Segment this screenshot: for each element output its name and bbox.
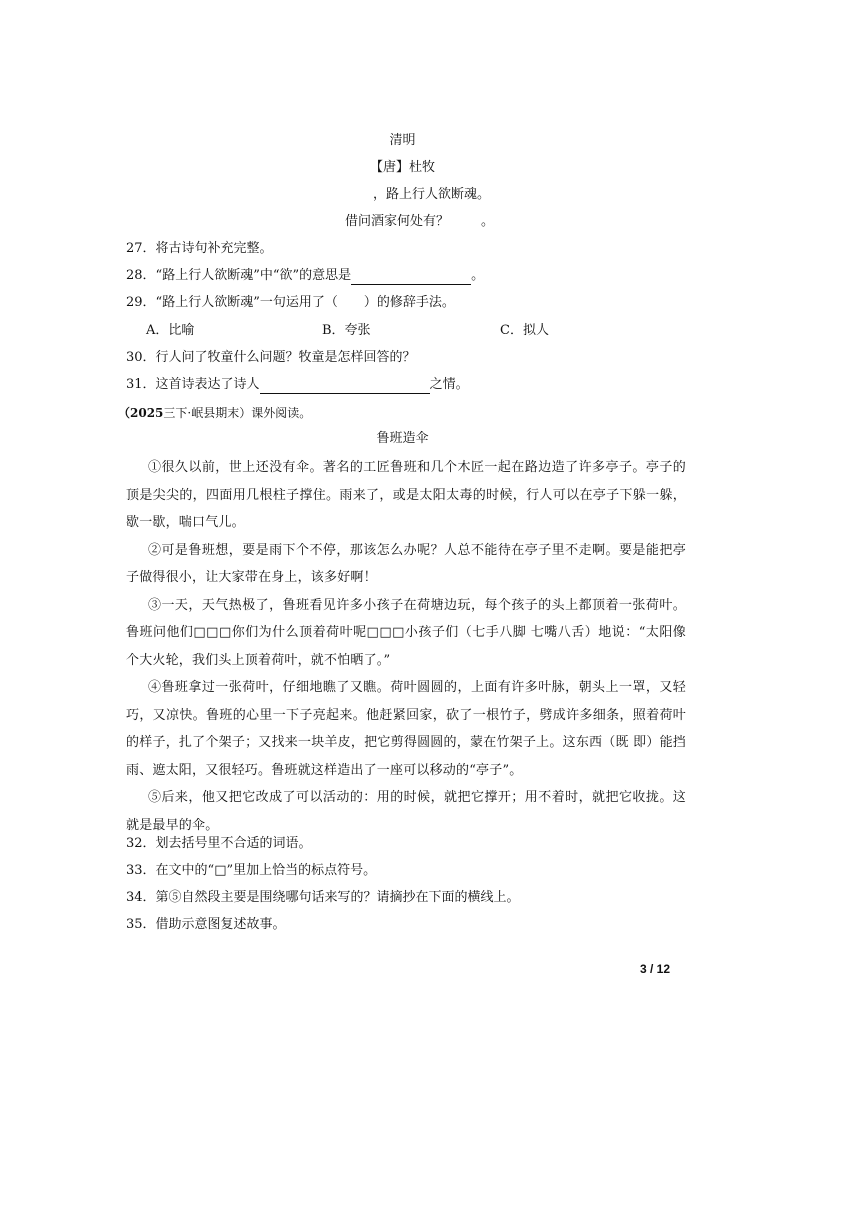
question-text: 借助示意图复述故事。 [155,917,286,932]
question-text: 这首诗表达了诗人 [155,377,260,392]
question-number: 29． [126,295,156,310]
story-paragraph-3: ③一天，天气热极了，鲁班看见许多小孩子在荷塘边玩，每个孩子的头上都顶着一张荷叶。鲁班问他们□□□你们为什么顶着荷叶呢□□□小孩子们（七手八脚 七嘴八舌）地说：“太阳像个大火轮，我们头上顶着荷叶，就不怕晒了。” [126,597,686,668]
option-c[interactable]: C．拟人 [500,323,549,338]
answer-blank[interactable] [351,270,471,285]
question-text: 在文中的“□”里加上恰当的标点符号。 [155,863,377,878]
story-paragraph-1: ①很久以前，世上还没有伞。著名的工匠鲁班和几个木匠一起在路边造了许多亭子。亭子的顶是尖尖的，四面用几根柱子撑住。雨来了，或是太阳太毒的时候，行人可以在亭子下躲一躲，歇一歇，喘口气儿。 [126,460,686,530]
question-number: 35． [126,917,156,932]
question-number: 30． [126,350,156,365]
question-text: 将古诗句补充完整。 [155,241,273,256]
question-text: 行人问了牧童什么问题？牧童是怎样回答的？ [155,350,416,365]
question-33 [126,862,376,880]
answer-blank[interactable] [260,379,430,394]
question-number: 31． [126,377,156,392]
question-number: 28． [126,268,156,283]
poem-title: 清明 [389,133,416,148]
question-number: 33． [126,863,156,878]
question-27 [126,240,273,258]
source-year: （2025 [118,406,164,420]
question-number: 32． [126,836,156,851]
question-35 [126,916,286,934]
story-paragraph-2: ②可是鲁班想，要是雨下个不停，那该怎么办呢？人总不能待在亭子里不走啊。要是能把亭子做得很小，让大家带在身上，该多好啊！ [126,542,686,585]
question-number: 34． [126,890,156,905]
question-34 [126,889,520,907]
question-text: “路上行人欲断魂”一句运用了（ ）的修辞手法。 [155,295,455,310]
question-text-end: 之情。 [429,377,469,392]
poem-dynasty: 【唐】 [369,160,409,175]
poem-line-1-text: ，路上行人欲断魂。 [373,187,491,202]
poem-line-1 [373,186,490,204]
poem-line-2-text: 借问酒家何处有？ [345,214,450,229]
page-number: 3 / 12 [640,962,671,976]
source-note [118,404,311,422]
story-paragraph-5: ⑤后来，他又把它改成了可以活动的：用的时候，就把它撑开；用不着时，就把它收拢。这就是最早的伞。 [126,790,686,833]
question-number: 27． [126,241,156,256]
question-text: “路上行人欲断魂”中“欲”的意思是 [155,268,352,283]
poem-author-line [120,159,685,177]
question-29 [126,294,455,312]
question-text: 划去括号里不合适的词语。 [155,836,312,851]
question-32 [126,835,312,853]
question-text-end: 。 [471,268,485,283]
story-body [126,454,686,839]
question-text: 第⑤自然段主要是围绕哪句话来写的？请摘抄在下面的横线上。 [155,890,520,905]
poem-author: 杜牧 [409,160,436,175]
option-b[interactable]: B．夸张 [322,323,371,338]
question-30 [126,349,416,367]
poem-line-2-end: 。 [481,214,495,229]
story-title: 鲁班造伞 [376,431,429,446]
question-31 [126,376,469,394]
option-a[interactable]: A．比喻 [146,323,195,338]
source-text: 三下·岷县期末）课外阅读。 [163,406,312,420]
poem-line-2 [345,213,494,231]
story-paragraph-4: ④鲁班拿过一张荷叶，仔细地瞧了又瞧。荷叶圆圆的，上面有许多叶脉，朝头上一罩，又轻巧，又凉快。鲁班的心里一下子亮起来。他赶紧回家，砍了一根竹子，劈成许多细条，照着荷叶的样子，扎了个架子；又找来一块羊皮，把它剪得圆圆的，蒙在竹架子上。这东西（既 即）能挡雨、遮太阳，又很轻巧。鲁班就这样造出了一座可以移动的“亭子”。 [126,680,686,778]
question-28 [126,267,484,285]
